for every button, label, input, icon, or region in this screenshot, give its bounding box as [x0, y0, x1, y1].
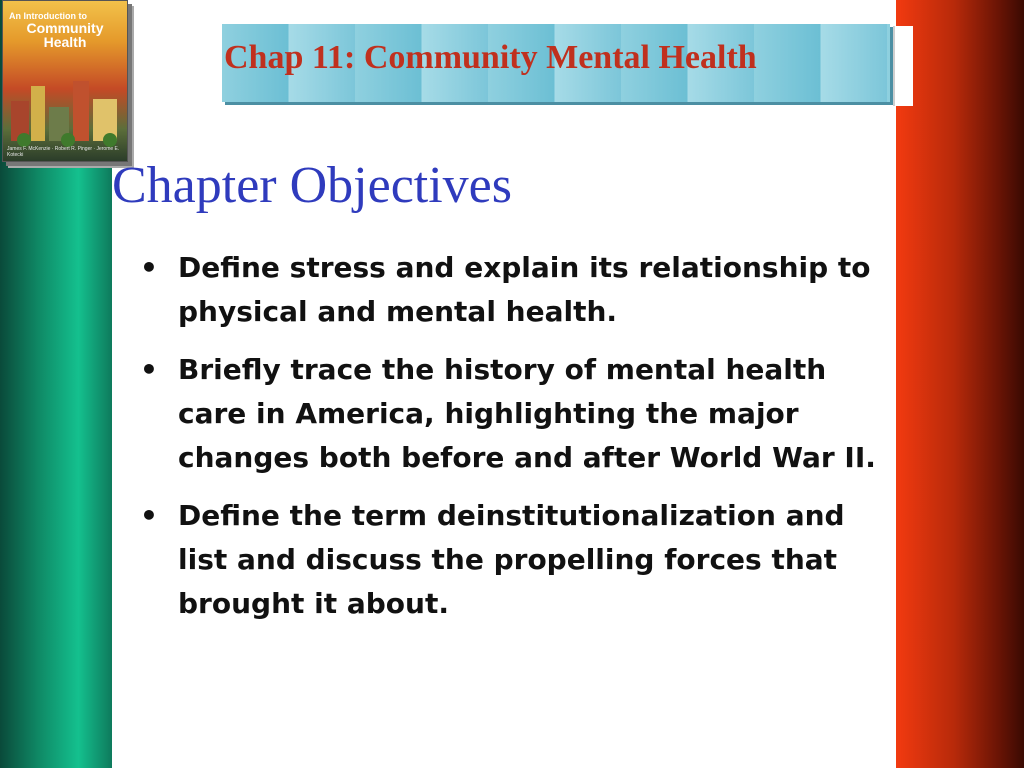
objective-text: Briefly trace the history of mental health care in America, highlighting the major changes both before and after World War II.	[178, 353, 876, 474]
bullet-icon: •	[140, 353, 158, 386]
objectives-list	[140, 246, 888, 640]
list-item	[140, 348, 888, 480]
header-banner-tab	[893, 26, 913, 106]
list-item	[140, 246, 888, 334]
slide-title: Chapter Objectives	[112, 157, 512, 214]
bullet-icon: •	[140, 499, 158, 532]
book-cover-title: Community Health	[26, 20, 104, 50]
cover-building	[73, 81, 89, 141]
cover-tree	[61, 133, 75, 147]
cover-tree	[103, 133, 117, 147]
list-item	[140, 494, 888, 626]
book-cover-image	[2, 0, 128, 162]
bullet-icon: •	[140, 251, 158, 284]
book-cover-authors: James F. McKenzie · Robert R. Pinger · Jerome E. Kotecki	[7, 146, 120, 158]
cover-tree	[17, 133, 31, 147]
book-cover-subtitle: An Introduction to	[9, 11, 87, 21]
right-decorative-bar	[896, 0, 1024, 768]
objective-text: Define stress and explain its relationship to physical and mental health.	[178, 251, 871, 328]
objective-text: Define the term deinstitutionalization and list and discuss the propelling forces that brought it about.	[178, 499, 845, 620]
cover-building	[31, 86, 45, 141]
chapter-title: Chap 11: Community Mental Health	[224, 39, 757, 76]
